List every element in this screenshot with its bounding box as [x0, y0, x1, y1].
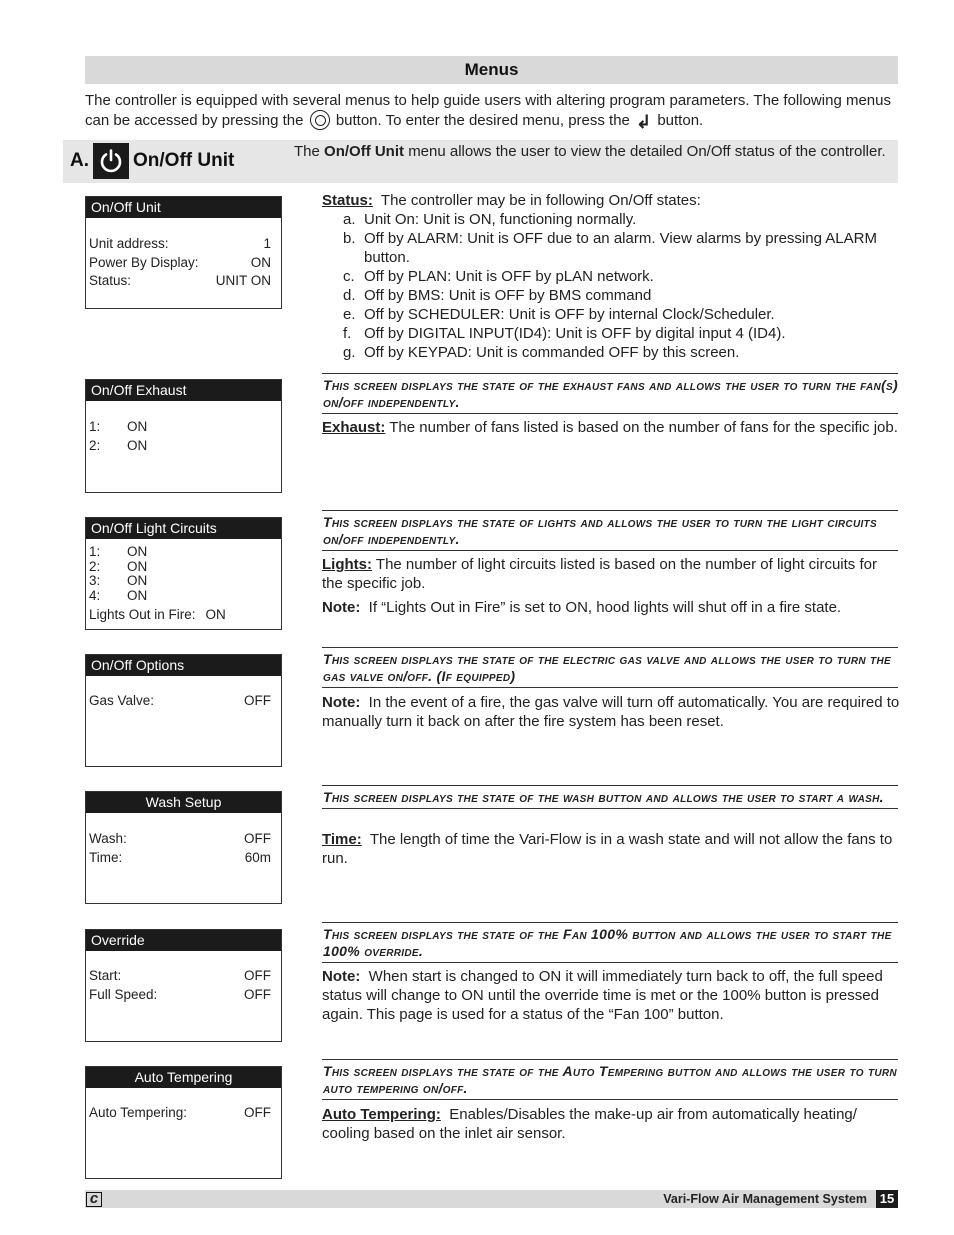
page-number: 15 [876, 1190, 898, 1208]
intro-text-2: button. To enter the desired menu, press the [335, 112, 630, 129]
screen-title: Override [86, 930, 281, 951]
screen-row-status: Status: UNIT ON [89, 273, 271, 288]
screen-row-power-by-display: Power By Display: ON [89, 254, 271, 270]
intro-text-1: The controller is equipped with several menus to help guide users with altering program parameters. The following menus can be accessed by pressing the [85, 92, 891, 129]
caption-lights: This screen displays the state of lights and allows the user to turn the light circuits on/off independently. [322, 510, 898, 551]
screen-title: On/Off Unit [86, 197, 281, 218]
section-heading [70, 143, 234, 179]
power-icon [93, 143, 129, 179]
options-description: Note: In the event of a fire, the gas valve will turn off automatically. You are required to manually turn it back on after the fire system has been reset. [322, 694, 900, 730]
screen-row-light-1: 1: ON [89, 544, 148, 559]
menus-header: Menus [85, 56, 898, 84]
screen-row-gas-valve: Gas Valve: OFF [89, 693, 271, 708]
section-letter: A. [70, 150, 89, 171]
status-list [343, 210, 900, 362]
screen-title: Wash Setup [86, 792, 281, 813]
screen-row-auto-tempering: Auto Tempering: OFF [89, 1105, 271, 1120]
caption-wash: This screen displays the state of the wash button and allows the user to start a wash. [322, 785, 898, 809]
status-description: Status: The controller may be in following On/Off states: a. Unit On: Unit is ON, functioning normally. b. Off by ALARM: Unit is OFF due to an alarm. View alarms by pressing ALARM button. c. Off by PLAN: Unit is OFF by pLAN network. d. Off by BMS: Unit is OFF by BMS command e. Off by SCHEDULER: Unit is OFF by internal Clock/Scheduler. f. Off by DIGITAL INPUT(ID4): Unit is OFF by digital input 4 (ID4). g. Off by KEYPAD: Unit is commanded OFF by this screen. [322, 191, 900, 362]
list-item: a. Unit On: Unit is ON, functioning normally. [343, 211, 637, 228]
screen-onoff-exhaust [85, 379, 282, 493]
override-description: Note: When start is changed to ON it will immediately turn back to off, the full speed status will change to ON until the override time is met or the 100% button is pressed again. This page is used for a status of the “Fan 100” button. [322, 968, 883, 1023]
screen-row-light-3: 3: ON [89, 573, 148, 589]
screen-onoff-options [85, 654, 282, 767]
tempering-description: Auto Tempering: Enables/Disables the make-up air from automatically heating/ cooling based on the inlet air sensor. [322, 1106, 857, 1142]
screen-onoff-light-circuits [85, 517, 282, 630]
screen-row-fan-1: 1: ON [89, 419, 148, 434]
knob-button-icon [310, 110, 330, 130]
screen-row-fan-2: 2: ON [89, 437, 148, 453]
screen-title: On/Off Exhaust [86, 380, 281, 401]
screen-title: On/Off Options [86, 655, 281, 676]
wash-description: Time: The length of time the Vari-Flow is in a wash state and will not allow the fans to run. [322, 831, 893, 867]
intro-paragraph [85, 91, 900, 132]
list-item: c. Off by PLAN: Unit is OFF by pLAN network. [343, 268, 654, 285]
screen-onoff-unit [85, 196, 282, 309]
list-item: b. Off by ALARM: Unit is OFF due to an alarm. View alarms by pressing ALARM button. [343, 230, 877, 266]
screen-title: Auto Tempering [86, 1067, 281, 1088]
list-item: f. Off by DIGITAL INPUT(ID4): Unit is OFF by digital input 4 (ID4). [343, 325, 786, 342]
intro-text-3: button. [657, 112, 704, 129]
exhaust-description: Exhaust: The number of fans listed is based on the number of fans for the specific job. [322, 419, 898, 436]
screen-row-start: Start: OFF [89, 968, 271, 983]
list-item: g. Off by KEYPAD: Unit is commanded OFF by this screen. [343, 344, 740, 361]
screen-row-unit-address: Unit address: 1 [89, 236, 271, 251]
footer-title: Vari-Flow Air Management System [663, 1192, 867, 1206]
screen-wash-setup [85, 791, 282, 904]
section-title: On/Off Unit [133, 150, 235, 171]
screen-override [85, 929, 282, 1042]
list-item: e. Off by SCHEDULER: Unit is OFF by internal Clock/Scheduler. [343, 306, 775, 323]
screen-row-light-2: 2: ON [89, 558, 148, 574]
list-item: d. Off by BMS: Unit is OFF by BMS command [343, 287, 652, 304]
screen-row-time: Time: 60m [89, 849, 271, 865]
caption-exhaust: This screen displays the state of the exhaust fans and allows the user to turn the fan(s) on/off independently. [322, 373, 898, 414]
caption-tempering: This screen displays the state of the Auto Tempering button and allows the user to turn auto tempering on/off. [322, 1059, 898, 1100]
lights-description: Lights: The number of light circuits listed is based on the number of light circuits for the specific job. Note: If “Lights Out in Fire” is set to ON, hood lights will shut off in a fire state. [322, 556, 877, 616]
screen-row-full-speed: Full Speed: OFF [89, 986, 271, 1002]
screen-title: On/Off Light Circuits [86, 518, 281, 539]
caption-override: This screen displays the state of the Fan 100% button and allows the user to start the 100% override. [322, 922, 898, 963]
screen-auto-tempering [85, 1066, 282, 1179]
enter-button-icon: ↲ [636, 112, 652, 132]
section-description: The On/Off Unit menu allows the user to view the detailed On/Off status of the controller. [294, 143, 886, 160]
screen-row-lights-out-in-fire: Lights Out in Fire: ON [89, 606, 226, 622]
company-logo-icon: c [86, 1192, 102, 1207]
screen-row-wash: Wash: OFF [89, 831, 271, 846]
caption-options: This screen displays the state of the electric gas valve and allows the user to turn the gas valve on/off. (If equipped) [322, 647, 898, 688]
screen-row-light-4: 4: ON [89, 588, 148, 604]
